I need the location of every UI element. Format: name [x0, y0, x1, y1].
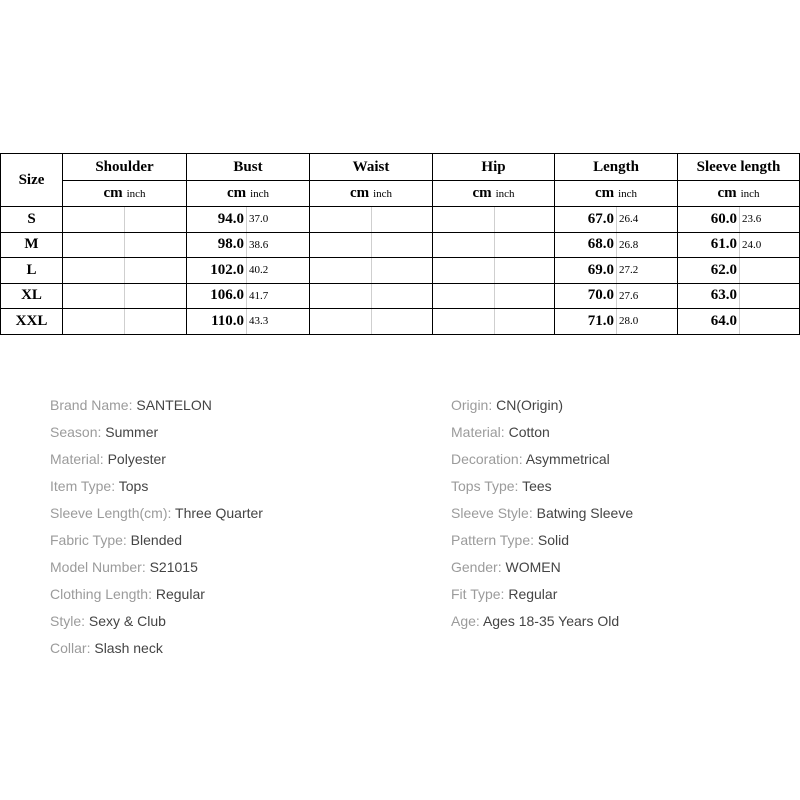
waist-cm-cell: [310, 207, 372, 233]
size-label: M: [1, 232, 63, 258]
size-row: [1, 232, 800, 258]
unit-cm: cm: [717, 185, 737, 201]
spec-key: Decoration:: [451, 451, 523, 467]
sleeve-cm-cell: 60.0: [678, 207, 740, 233]
size-label: S: [1, 207, 63, 233]
spec-value: Tops: [118, 478, 149, 494]
unit-cm: cm: [103, 185, 123, 201]
sleeve-cm-cell: 61.0: [678, 232, 740, 258]
column-header-bust: Bust: [187, 154, 310, 181]
column-header-hip: Hip: [433, 154, 555, 181]
unit-header-bust: [187, 181, 310, 207]
spec-value: Asymmetrical: [525, 451, 610, 467]
waist-inch-cell: [372, 309, 433, 335]
spec-key: Material:: [50, 451, 104, 467]
spec-key: Material:: [451, 424, 505, 440]
spec-value: CN(Origin): [496, 397, 564, 413]
column-header-length: Length: [555, 154, 678, 181]
length-cm-cell: 68.0: [555, 232, 617, 258]
unit-inch: inch: [373, 188, 393, 200]
unit-inch: inch: [618, 188, 638, 200]
sleeve-cm-cell: 62.0: [678, 258, 740, 284]
spec-key: Fit Type:: [451, 586, 505, 602]
unit-header-shoulder: [63, 181, 187, 207]
spec-value: Batwing Sleeve: [536, 505, 634, 521]
hip-cm-cell: [433, 232, 495, 258]
sleeve-inch-cell: [740, 258, 800, 284]
spec-value: Three Quarter: [175, 505, 263, 521]
spec-key: Tops Type:: [451, 478, 519, 494]
spec-key: Age:: [451, 613, 480, 629]
spec-value: Tees: [522, 478, 552, 494]
column-header-sleeve-length: Sleeve length: [678, 154, 800, 181]
spec-value: SANTELON: [136, 397, 212, 413]
shoulder-cm-cell: [63, 232, 125, 258]
spec-item: [451, 608, 633, 635]
sleeve-inch-cell: 23.6: [740, 207, 800, 233]
spec-key: Clothing Length:: [50, 586, 152, 602]
unit-inch: inch: [740, 188, 760, 200]
hip-inch-cell: [495, 309, 555, 335]
spec-value: Regular: [508, 586, 558, 602]
spec-key: Style:: [50, 613, 86, 629]
hip-cm-cell: [433, 207, 495, 233]
spec-item: [451, 500, 633, 527]
shoulder-inch-cell: [125, 258, 187, 284]
spec-item: [451, 392, 633, 419]
size-row: [1, 309, 800, 335]
sleeve-inch-cell: [740, 309, 800, 335]
spec-list-right: [451, 392, 633, 635]
spec-key: Sleeve Length(cm):: [50, 505, 172, 521]
bust-inch-cell: 38.6: [247, 232, 310, 258]
header-row-measurements: [1, 154, 800, 181]
spec-item: [50, 446, 263, 473]
unit-header-hip: [433, 181, 555, 207]
spec-item: [451, 554, 633, 581]
size-label: XL: [1, 283, 63, 309]
unit-header-sleeve-length: [678, 181, 800, 207]
size-row: [1, 207, 800, 233]
spec-item: [451, 527, 633, 554]
spec-item: [50, 473, 263, 500]
spec-key: Model Number:: [50, 559, 146, 575]
length-inch-cell: 27.2: [617, 258, 678, 284]
spec-key: Origin:: [451, 397, 493, 413]
unit-cm: cm: [472, 185, 492, 201]
unit-inch: inch: [250, 188, 270, 200]
header-row-units: [1, 181, 800, 207]
shoulder-inch-cell: [125, 309, 187, 335]
shoulder-cm-cell: [63, 283, 125, 309]
spec-value: WOMEN: [505, 559, 561, 575]
size-row: [1, 283, 800, 309]
spec-item: [50, 527, 263, 554]
spec-item: [50, 500, 263, 527]
unit-header-waist: [310, 181, 433, 207]
waist-cm-cell: [310, 283, 372, 309]
spec-key: Brand Name:: [50, 397, 133, 413]
spec-value: Summer: [105, 424, 159, 440]
unit-inch: inch: [126, 188, 146, 200]
column-header-shoulder: Shoulder: [63, 154, 187, 181]
hip-inch-cell: [495, 258, 555, 284]
bust-inch-cell: 40.2: [247, 258, 310, 284]
spec-item: [50, 419, 263, 446]
bust-cm-cell: 98.0: [187, 232, 247, 258]
bust-inch-cell: 37.0: [247, 207, 310, 233]
spec-value: Blended: [130, 532, 183, 548]
sleeve-inch-cell: 24.0: [740, 232, 800, 258]
spec-value: Regular: [155, 586, 205, 602]
hip-inch-cell: [495, 283, 555, 309]
spec-item: [50, 608, 263, 635]
unit-cm: cm: [226, 185, 247, 201]
hip-inch-cell: [495, 232, 555, 258]
length-cm-cell: 67.0: [555, 207, 617, 233]
size-row: [1, 258, 800, 284]
waist-cm-cell: [310, 232, 372, 258]
spec-value: Ages 18-35 Years Old: [482, 613, 620, 629]
unit-cm: cm: [349, 185, 370, 201]
shoulder-inch-cell: [125, 283, 187, 309]
spec-item: [451, 446, 633, 473]
spec-value: Sexy & Club: [88, 613, 166, 629]
spec-value: Polyester: [107, 451, 166, 467]
hip-cm-cell: [433, 258, 495, 284]
size-label: L: [1, 258, 63, 284]
bust-inch-cell: 43.3: [247, 309, 310, 335]
spec-item: [451, 473, 633, 500]
length-cm-cell: 69.0: [555, 258, 617, 284]
sleeve-inch-cell: [740, 283, 800, 309]
spec-value: Cotton: [508, 424, 550, 440]
spec-key: Fabric Type:: [50, 532, 127, 548]
length-cm-cell: 70.0: [555, 283, 617, 309]
spec-key: Gender:: [451, 559, 502, 575]
spec-key: Season:: [50, 424, 102, 440]
length-inch-cell: 26.4: [617, 207, 678, 233]
spec-list-left: [50, 392, 263, 662]
waist-inch-cell: [372, 232, 433, 258]
spec-item: [451, 419, 633, 446]
bust-cm-cell: 94.0: [187, 207, 247, 233]
size-chart-table: [0, 153, 800, 335]
shoulder-inch-cell: [125, 207, 187, 233]
size-header: Size: [1, 154, 63, 207]
length-cm-cell: 71.0: [555, 309, 617, 335]
unit-inch: inch: [495, 188, 515, 200]
spec-key: Sleeve Style:: [451, 505, 533, 521]
unit-header-length: [555, 181, 678, 207]
size-label: XXL: [1, 309, 63, 335]
length-inch-cell: 28.0: [617, 309, 678, 335]
spec-value: Solid: [537, 532, 570, 548]
bust-cm-cell: 106.0: [187, 283, 247, 309]
hip-inch-cell: [495, 207, 555, 233]
waist-inch-cell: [372, 207, 433, 233]
spec-item: [50, 392, 263, 419]
shoulder-cm-cell: [63, 207, 125, 233]
spec-value: Slash neck: [94, 640, 163, 656]
shoulder-cm-cell: [63, 258, 125, 284]
sleeve-cm-cell: 64.0: [678, 309, 740, 335]
column-header-waist: Waist: [310, 154, 433, 181]
sleeve-cm-cell: 63.0: [678, 283, 740, 309]
size-chart-body: [1, 154, 800, 335]
bust-inch-cell: 41.7: [247, 283, 310, 309]
hip-cm-cell: [433, 283, 495, 309]
waist-inch-cell: [372, 283, 433, 309]
spec-value: S21015: [149, 559, 198, 575]
bust-cm-cell: 102.0: [187, 258, 247, 284]
spec-item: [50, 554, 263, 581]
spec-item: [451, 581, 633, 608]
spec-key: Pattern Type:: [451, 532, 535, 548]
length-inch-cell: 27.6: [617, 283, 678, 309]
shoulder-cm-cell: [63, 309, 125, 335]
waist-cm-cell: [310, 258, 372, 284]
length-inch-cell: 26.8: [617, 232, 678, 258]
shoulder-inch-cell: [125, 232, 187, 258]
unit-cm: cm: [594, 185, 615, 201]
spec-key: Collar:: [50, 640, 91, 656]
hip-cm-cell: [433, 309, 495, 335]
bust-cm-cell: 110.0: [187, 309, 247, 335]
spec-item: [50, 581, 263, 608]
waist-inch-cell: [372, 258, 433, 284]
waist-cm-cell: [310, 309, 372, 335]
spec-item: [50, 635, 263, 662]
spec-key: Item Type:: [50, 478, 116, 494]
